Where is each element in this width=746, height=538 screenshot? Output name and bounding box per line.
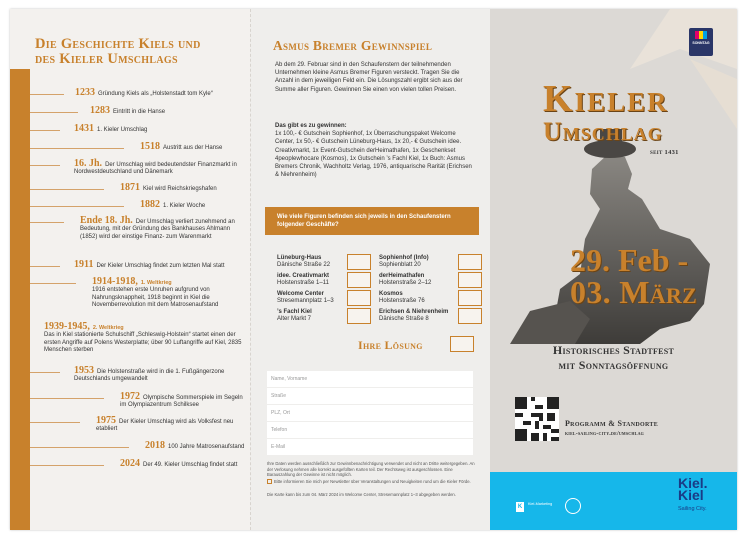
shop-count-box[interactable] — [347, 308, 371, 324]
timeline-event — [140, 201, 246, 210]
shop-address: Alter Markt 7 — [277, 316, 312, 322]
timeline-connector — [30, 422, 80, 423]
timeline-event — [120, 184, 246, 193]
shop-name: Welcome Center — [277, 291, 324, 297]
orange-side-bar — [10, 69, 30, 530]
program-url[interactable]: kiel-sailing-city.de/umschlag — [565, 431, 644, 437]
timeline-text: Eintritt in die Hanse — [113, 109, 166, 115]
city-seal-icon — [565, 498, 581, 514]
shop-address: Sophienblatt 20 — [379, 262, 421, 268]
qr-code[interactable] — [515, 397, 559, 441]
timeline-text: 1. Kieler Umschlag — [97, 127, 148, 133]
prizes-block — [275, 122, 475, 179]
shop-name: derHeimathafen — [379, 273, 425, 279]
timeline-text: Der 49. Kieler Umschlag findet statt — [143, 462, 238, 468]
timeline-year: 1914-1918, — [92, 276, 138, 287]
timeline-year: 1518 — [140, 141, 160, 152]
flyer-page — [10, 9, 737, 530]
timeline-year: 1431 — [74, 123, 94, 134]
timeline-connector — [30, 266, 60, 267]
history-heading — [35, 37, 245, 67]
timeline-connector — [30, 372, 60, 373]
timeline-connector — [30, 398, 104, 399]
timeline-event — [140, 143, 246, 152]
shop-address: Holstenstraße 1–11 — [277, 280, 329, 286]
timeline-connector — [30, 206, 124, 207]
timeline-event — [120, 393, 246, 410]
timeline-event — [145, 442, 246, 451]
solution-label: Ihre Lösung — [358, 338, 423, 352]
date-start: 29. Feb - — [570, 242, 689, 278]
shop-entry — [277, 273, 329, 287]
prizes-list: 1x 100,- € Gutschein Sophienhof, 1x Überraschungspaket Welcome Center, 1x 50,- € Gutschein Lüneburg-Haus, 1x 20,- € Gutschein idee. Creativmarkt, 1x Event-Gutschein derHeimathafen, 1x Geschenkset 4peoplewhocare (Kosmos), 1x Gutschein ’s Fachl Kiel, 1x Buch: Asmus Bremers Chronik, Wachholtz Verlag, 1976, antiquarische Rarität (Erichsen & Niehrenheim) — [275, 131, 472, 179]
timeline-connector — [30, 222, 64, 223]
timeline-year: 2024 — [120, 458, 140, 469]
shop-address: Stresemannplatz 1–3 — [277, 298, 334, 304]
timeline-connector — [30, 465, 104, 466]
timeline-event — [90, 107, 246, 116]
shop-address: Holstenstraße 76 — [379, 298, 425, 304]
history-heading-line1: Die Geschichte Kiels und — [35, 36, 201, 52]
logo-word1: Kiel. — [678, 475, 708, 491]
shop-entry — [277, 291, 334, 305]
title-umschlag: Umschlag — [543, 117, 663, 146]
timeline-subtitle: 1. Weltkrieg — [140, 280, 172, 286]
history-heading-line2: des Kieler Umschlags — [35, 51, 178, 67]
badge-colour-icon — [695, 31, 707, 39]
shop-count-box[interactable] — [347, 272, 371, 288]
timeline-text: Der Kieler Umschlag findet zum letzten Mal statt — [96, 263, 225, 269]
timeline-year: 1972 — [120, 391, 140, 402]
timeline-text: Gründung Kiels als „Holstenstadt tom Kyle“ — [98, 91, 213, 97]
shop-entry — [379, 309, 448, 323]
program-label: Programm & Standorte — [565, 419, 659, 428]
subtitle-line1: Historisches Stadtfest — [552, 343, 675, 357]
shop-name: ’s Fachl Kiel — [277, 309, 312, 315]
timeline-year: 1953 — [74, 365, 94, 376]
form-field[interactable]: Telefon — [267, 422, 473, 438]
timeline-year: 1882 — [140, 199, 160, 210]
shop-name: Erichsen & Niehrenheim — [379, 309, 449, 315]
timeline-subtitle: 2. Weltkrieg — [92, 325, 124, 331]
timeline-text: 1. Kieler Woche — [163, 203, 206, 209]
cover-panel — [490, 9, 737, 530]
timeline-year: Ende 18. Jh. — [80, 215, 133, 226]
timeline-year: 1283 — [90, 105, 110, 116]
shop-entry — [277, 309, 312, 323]
history-panel — [10, 9, 250, 530]
timeline-year: 16. Jh. — [74, 158, 103, 169]
contest-panel — [250, 9, 490, 530]
shop-count-box[interactable] — [347, 254, 371, 270]
shop-entry — [379, 291, 425, 305]
prizes-title: Das gibt es zu gewinnen: — [275, 123, 347, 129]
solution-input-box[interactable] — [450, 336, 474, 352]
timeline-connector — [30, 130, 60, 131]
date-end: 03. März — [570, 274, 698, 310]
timeline-text: Olympische Sommerspiele im Segeln im Olympiazentrum Schilksee — [120, 395, 243, 409]
timeline-text: 100 Jahre Matrosenaufstand — [168, 444, 245, 450]
timeline-year: 1233 — [75, 87, 95, 98]
timeline-event — [96, 417, 246, 434]
partner-line1: Kiel-Marketing — [528, 502, 553, 506]
shop-entry — [277, 255, 330, 269]
logo-tagline: Sailing City. — [678, 506, 707, 512]
newsletter-checkbox[interactable] — [267, 479, 272, 484]
timeline-year: 1975 — [96, 415, 116, 426]
question-box: Wie viele Figuren befinden sich jeweils in den Schaufenstern folgender Geschäfte? — [265, 207, 479, 235]
form-field[interactable]: Name, Vorname — [267, 371, 473, 387]
form-field[interactable]: E-Mail — [267, 439, 473, 455]
timeline-event — [44, 323, 246, 354]
shop-address: Holstenstraße 2–12 — [379, 280, 432, 286]
shop-count-box[interactable] — [458, 290, 482, 306]
timeline-connector — [30, 189, 104, 190]
logo-word2: Kiel — [678, 487, 704, 503]
timeline-connector — [30, 94, 64, 95]
shop-count-box[interactable] — [458, 308, 482, 324]
timeline-text: 1916 entstehen erste Unruhen aufgrund von Nahrungsknappheit, 1918 beginnt in Kiel die Novemberrevolution mit dem Matrosenaufstand — [92, 287, 219, 308]
subtitle — [490, 343, 737, 373]
timeline-text: Austritt aus der Hanse — [163, 145, 223, 151]
history-timeline — [30, 83, 248, 523]
sonntag-badge — [689, 28, 713, 56]
timeline-connector — [30, 112, 78, 113]
shop-address: Dänische Straße 22 — [277, 262, 331, 268]
timeline-event — [92, 278, 246, 309]
shop-count-box[interactable] — [458, 254, 482, 270]
timeline-connector — [30, 447, 129, 448]
shop-entry — [379, 273, 431, 287]
subtitle-line2: mit Sonntagsöffnung — [558, 358, 669, 372]
deadline-text: Die Karte kann bis zum 04. März 2024 im Welcome Center, Stresemannplatz 1–3 abgegeben werden. — [267, 492, 456, 497]
timeline-year: 1911 — [74, 259, 94, 270]
timeline-text: Der Umschlag wird bedeutendster Finanzmarkt in Nordwestdeutschland und Dänemark — [74, 162, 237, 176]
kiel-marketing-icon: K — [517, 504, 523, 510]
timeline-year: 1939-1945, — [44, 321, 90, 332]
timeline-event — [74, 367, 246, 384]
timeline-text: Die Holstenstraße wird in die 1. Fußgängerzone Deutschlands umgewandelt — [74, 369, 225, 383]
timeline-event — [74, 261, 246, 270]
timeline-year: 2018 — [145, 440, 165, 451]
since-label: seit 1431 — [650, 149, 679, 156]
shop-name: Lüneburg-Haus — [277, 255, 322, 261]
shop-entry — [379, 255, 429, 269]
timeline-event — [80, 217, 246, 241]
timeline-event — [74, 160, 246, 177]
timeline-text: Das in Kiel stationierte Schulschiff „Schleswig-Holstein“ startet einen der ersten Angriffe auf Polens Westerplatte; über 90 Luftangriffe auf Kiel, 2835 Menschen sterben — [44, 332, 242, 353]
form-field[interactable]: Straße — [267, 388, 473, 404]
kiel-sailing-city-logo — [678, 477, 722, 515]
title-kieler: Kieler — [543, 78, 669, 120]
timeline-text: Kiel wird Reichskriegshafen — [143, 186, 217, 192]
shop-name: Kosmos — [379, 291, 403, 297]
form-field[interactable]: PLZ, Ort — [267, 405, 473, 421]
shop-name: Sophienhof (Info) — [379, 255, 429, 261]
timeline-event — [74, 125, 246, 134]
shop-name: idee. Creativmarkt — [277, 273, 330, 279]
timeline-connector — [30, 283, 76, 284]
kiel-marketing-label — [528, 502, 552, 507]
shop-address: Dänische Straße 8 — [379, 316, 429, 322]
contest-heading: Asmus Bremer Gewinnspiel — [273, 38, 433, 53]
disclaimer-text: Ihre Daten werden ausschließlich zur Gewinnbenachrichtigung verwendet und nicht an Dritte weitergegeben. An der Verlosung nehmen alle korrekt ausgefüllten Karten teil. Der Rechtsweg ist ausgeschlossen. Eine Barauszahlung der Gewinne ist nicht möglich. — [267, 461, 475, 478]
timeline-connector — [30, 165, 60, 166]
timeline-text: Der Kieler Umschlag wird als Volksfest neu etabliert — [96, 419, 234, 433]
newsletter-option — [267, 479, 477, 485]
badge-text: SONNTAG — [692, 41, 710, 45]
timeline-event — [75, 89, 246, 98]
timeline-year: 1871 — [120, 182, 140, 193]
timeline-event — [120, 460, 246, 469]
timeline-text: Der Umschlag verliert zunehmend an Bedeutung, mit der Gründung des Bankhauses Ahlmann (1852) wird der einstige Finanz- zum Warenmarkt — [80, 219, 235, 240]
newsletter-text: Bitte informieren Sie mich per Newsletter über Veranstaltungen und Neuigkeiten rund um die Kieler Förde. — [274, 479, 471, 484]
timeline-connector — [30, 148, 124, 149]
shop-count-box[interactable] — [458, 272, 482, 288]
contest-intro: Ab dem 29. Februar sind in den Schaufenstern der teilnehmenden Unternehmen kleine Asmus Bremer Figuren versteckt. Tragen Sie die Anzahl in dem jeweiligen Feld ein. Die Lösungszahl ergibt sich aus der Summe aller Figuren. Gewinnen Sie einen von vielen tollen Preisen. — [275, 62, 463, 93]
shop-count-box[interactable] — [347, 290, 371, 306]
